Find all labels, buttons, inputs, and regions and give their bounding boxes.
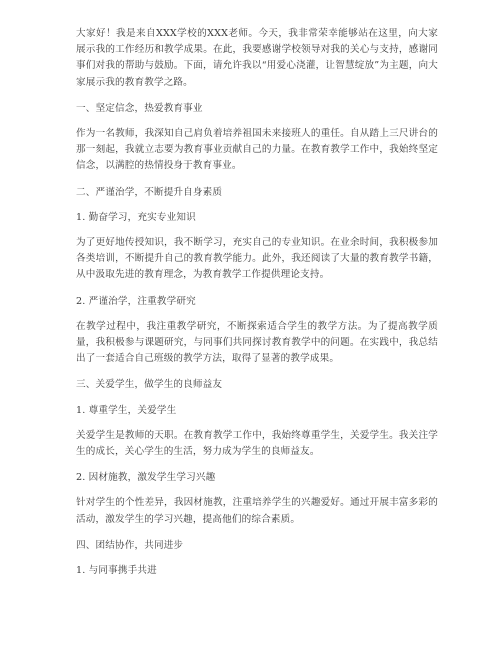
section-1-heading: 一、坚定信念，热爱教育事业: [76, 102, 203, 114]
section-2-subheading-2: 2. 严谨治学，注重教学研究: [76, 295, 196, 307]
section-2-paragraph-1: 为了更好地传授知识，我不断学习，充实自己的专业知识。在业余时间，我积极参加各类培训，不断提升自己的教育教学能力。此外，我还阅读了大量的教育教学书籍，从中汲取先进的教育理念，为教育教学工作提供理论支持。: [76, 237, 438, 281]
section-2-heading: 二、严谨治学，不断提升自身素质: [76, 186, 223, 198]
section-1-paragraph: 作为一名教师，我深知自己肩负着培养祖国未来接班人的重任。自从踏上三尺讲台的那一刻起，我就立志要为教育事业贡献自己的力量。在教育教学工作中，我始终坚定信念，以满腔的热情投身于教育事业。: [76, 128, 438, 172]
section-3-paragraph-2: 针对学生的个性差异，我因材施教，注重培养学生的兴趣爱好。通过开展丰富多彩的活动，激发学生的学习兴趣，提高他们的综合素质。: [76, 497, 438, 525]
section-3-paragraph-1: 关爱学生是教师的天职。在教育教学工作中，我始终尊重学生，关爱学生。我关注学生的成长，关心学生的生活，努力成为学生的良师益友。: [76, 429, 438, 458]
section-4-subheading-1: 1. 与同事携手共进: [76, 565, 157, 577]
section-3-subheading-1: 1. 尊重学生，关爱学生: [76, 404, 177, 416]
section-4-heading: 四、团结协作，共同进步: [76, 539, 184, 551]
section-3-subheading-2: 2. 因材施教，激发学生学习兴趣: [76, 472, 216, 484]
section-2-paragraph-2: 在教学过程中，我注重教学研究，不断探索适合学生的教学方法。为了提高教学质量，我积极参与课题研究，与同事们共同探讨教育教学中的问题。在实践中，我总结出了一套适合自己班级的教学方法，取得了显著的教学成果。: [76, 320, 438, 365]
intro-paragraph: 大家好！我是来自XXX学校的XXX老师。今天，我非常荣幸能够站在这里，向大家展示我的工作经历和教学成果。在此，我要感谢学校领导对我的关心与支持，感谢同事们对我的帮助与鼓励。下面，请允许我以“用爱心浇灌，让智慧绽放”为主题，向大家展示我的教育教学之路。: [76, 28, 438, 88]
section-2-subheading-1: 1. 勤奋学习，充实专业知识: [76, 211, 196, 223]
document-page: [76, 26, 438, 579]
section-3-heading: 三、关爱学生，做学生的良师益友: [76, 379, 223, 391]
